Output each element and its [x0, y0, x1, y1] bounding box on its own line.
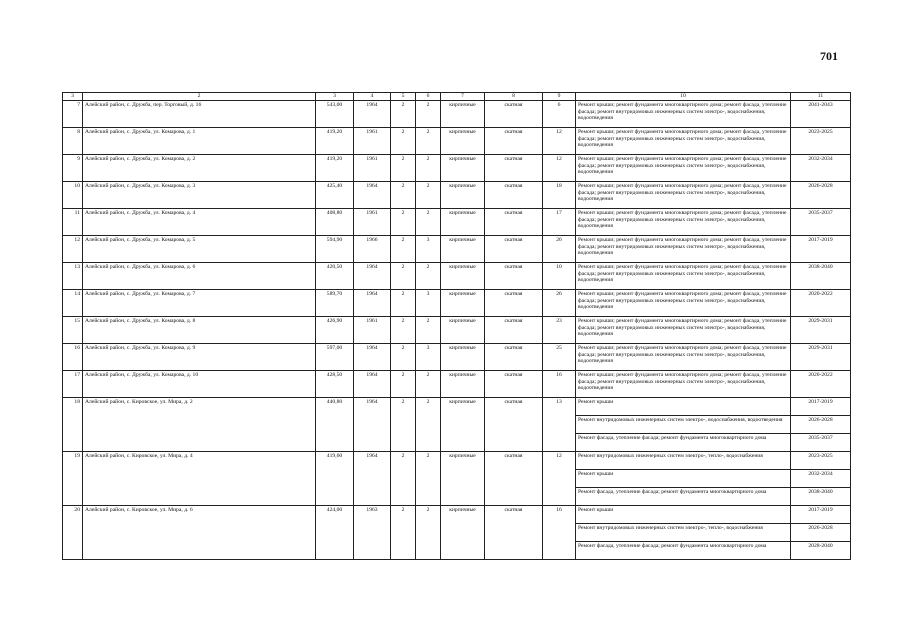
row-number-cell: 16	[63, 343, 83, 370]
table-row	[63, 343, 851, 370]
entrances-cell: 2	[416, 370, 441, 397]
repair-period-cell: 2038-2040	[791, 487, 851, 505]
year-cell: 1961	[354, 154, 391, 181]
row-number-cell: 19	[63, 451, 83, 505]
address-cell: Алейский район, с. Дружба, ул. Комарова, д. 1	[83, 127, 316, 154]
repair-work-cell: Ремонт крыши; ремонт фундамента многоквартирного дома; ремонт фасада, утепление фасада; ремонт внутридомовых инженерных систем электро-, водоснабжения, водоотведения	[576, 316, 791, 343]
year-cell: 1964	[354, 451, 391, 505]
row-number-cell: 7	[63, 100, 83, 127]
repair-work-cell: Ремонт крыши; ремонт фундамента многоквартирного дома; ремонт фасада, утепление фасада; ремонт внутридомовых инженерных систем электро-, водоснабжения, водоотведения	[576, 100, 791, 127]
column-header: 7	[441, 93, 485, 101]
repair-work-cell: Ремонт крыши; ремонт фундамента многоквартирного дома; ремонт фасада, утепление фасада; ремонт внутридомовых инженерных систем электро-, водоснабжения, водоотведения	[576, 289, 791, 316]
column-header: 2	[83, 93, 316, 101]
address-cell: Алейский район, с. Кировское, ул. Мира, д. 6	[83, 505, 316, 559]
floors-cell: 2	[391, 154, 416, 181]
floors-cell: 2	[391, 235, 416, 262]
entrances-cell: 2	[416, 154, 441, 181]
area-cell: 594,90	[316, 235, 354, 262]
repair-work-cell: Ремонт крыши; ремонт фундамента многоквартирного дома; ремонт фасада, утепление фасада; ремонт внутридомовых инженерных систем электро-, водоснабжения, водоотведения	[576, 127, 791, 154]
repair-period-cell: 2032-2034	[791, 154, 851, 181]
floors-cell: 2	[391, 397, 416, 451]
repair-work-cell: Ремонт фасада, утепление фасада; ремонт фундамента многоквартирного дома	[576, 487, 791, 505]
repair-period-cell: 2032-2034	[791, 469, 851, 487]
area-cell: 408,80	[316, 208, 354, 235]
table-body	[63, 100, 851, 559]
repair-period-cell: 2023-2025	[791, 451, 851, 469]
row-number-cell: 20	[63, 505, 83, 559]
entrances-cell: 2	[416, 262, 441, 289]
roof-type-cell: скатная	[485, 181, 543, 208]
address-cell: Алейский район, с. Кировское, ул. Мира, д. 4	[83, 451, 316, 505]
table-row	[63, 316, 851, 343]
year-cell: 1961	[354, 208, 391, 235]
row-number-cell: 10	[63, 181, 83, 208]
wall-material-cell: кирпичные	[441, 235, 485, 262]
roof-type-cell: скатная	[485, 316, 543, 343]
row-number-cell: 11	[63, 208, 83, 235]
apartments-cell: 17	[543, 208, 576, 235]
repair-period-cell: 2041-2043	[791, 100, 851, 127]
table-row	[63, 289, 851, 316]
area-cell: 426,90	[316, 316, 354, 343]
apartments-cell: 12	[543, 154, 576, 181]
column-header: 6	[416, 93, 441, 101]
entrances-cell: 2	[416, 208, 441, 235]
column-header: 5	[391, 93, 416, 101]
roof-type-cell: скатная	[485, 505, 543, 559]
address-cell: Алейский район, с. Дружба, ул. Комарова, д. 3	[83, 181, 316, 208]
wall-material-cell: кирпичные	[441, 181, 485, 208]
roof-type-cell: скатная	[485, 289, 543, 316]
row-number-cell: 14	[63, 289, 83, 316]
address-cell: Алейский район, с. Кировское, ул. Мира, д. 2	[83, 397, 316, 451]
area-cell: 597,00	[316, 343, 354, 370]
repair-work-cell: Ремонт внутридомовых инженерных систем электро-, тепло-, водоснабжения	[576, 523, 791, 541]
wall-material-cell: кирпичные	[441, 208, 485, 235]
entrances-cell: 3	[416, 343, 441, 370]
area-cell: 419,20	[316, 154, 354, 181]
roof-type-cell: скатная	[485, 343, 543, 370]
repair-period-cell: 2029-2031	[791, 343, 851, 370]
wall-material-cell: кирпичные	[441, 370, 485, 397]
table-row	[63, 505, 851, 523]
area-cell: 440,80	[316, 397, 354, 451]
floors-cell: 2	[391, 127, 416, 154]
roof-type-cell: скатная	[485, 154, 543, 181]
apartments-cell: 6	[543, 100, 576, 127]
apartments-cell: 26	[543, 289, 576, 316]
wall-material-cell: кирпичные	[441, 451, 485, 505]
row-number-cell: 9	[63, 154, 83, 181]
apartments-cell: 18	[543, 181, 576, 208]
floors-cell: 2	[391, 208, 416, 235]
address-cell: Алейский район, с. Дружба, ул. Комарова, д. 2	[83, 154, 316, 181]
wall-material-cell: кирпичные	[441, 262, 485, 289]
repair-period-cell: 2017-2019	[791, 505, 851, 523]
repair-period-cell: 2020-2022	[791, 289, 851, 316]
address-cell: Алейский район, с. Дружба, ул. Комарова, д. 5	[83, 235, 316, 262]
table-row	[63, 154, 851, 181]
table-row	[63, 235, 851, 262]
year-cell: 1961	[354, 316, 391, 343]
wall-material-cell: кирпичные	[441, 505, 485, 559]
roof-type-cell: скатная	[485, 451, 543, 505]
repair-period-cell: 2028-2040	[791, 541, 851, 559]
year-cell: 1963	[354, 505, 391, 559]
area-cell: 428,50	[316, 370, 354, 397]
floors-cell: 2	[391, 343, 416, 370]
year-cell: 1966	[354, 235, 391, 262]
floors-cell: 2	[391, 262, 416, 289]
wall-material-cell: кирпичные	[441, 397, 485, 451]
entrances-cell: 2	[416, 505, 441, 559]
repair-period-cell: 2029-2031	[791, 316, 851, 343]
wall-material-cell: кирпичные	[441, 127, 485, 154]
apartments-cell: 25	[543, 343, 576, 370]
area-cell: 589,70	[316, 289, 354, 316]
apartments-cell: 12	[543, 451, 576, 505]
repair-period-cell: 2017-2019	[791, 397, 851, 415]
year-cell: 1964	[354, 343, 391, 370]
address-cell: Алейский район, с. Дружба, ул. Комарова, д. 8	[83, 316, 316, 343]
repair-period-cell: 2017-2019	[791, 235, 851, 262]
table-row	[63, 208, 851, 235]
page-number: 701	[820, 49, 838, 63]
repair-period-cell: 2026-2028	[791, 523, 851, 541]
column-header: 3	[316, 93, 354, 101]
wall-material-cell: кирпичные	[441, 289, 485, 316]
area-cell: 420,50	[316, 262, 354, 289]
roof-type-cell: скатная	[485, 127, 543, 154]
column-header: 11	[791, 93, 851, 101]
table-row	[63, 397, 851, 415]
roof-type-cell: скатная	[485, 235, 543, 262]
repair-work-cell: Ремонт крыши	[576, 397, 791, 415]
area-cell: 425,40	[316, 181, 354, 208]
repair-work-cell: Ремонт крыши; ремонт фундамента многоквартирного дома; ремонт фасада, утепление фасада; ремонт внутридомовых инженерных систем электро-, водоснабжения, водоотведения	[576, 370, 791, 397]
floors-cell: 2	[391, 505, 416, 559]
table-row	[63, 100, 851, 127]
address-cell: Алейский район, с. Дружба, ул. Комарова, д. 4	[83, 208, 316, 235]
roof-type-cell: скатная	[485, 208, 543, 235]
entrances-cell: 2	[416, 127, 441, 154]
wall-material-cell: кирпичные	[441, 100, 485, 127]
repair-period-cell: 2023-2025	[791, 127, 851, 154]
apartments-cell: 23	[543, 316, 576, 343]
repair-period-cell: 2026-2028	[791, 415, 851, 433]
roof-type-cell: скатная	[485, 262, 543, 289]
floors-cell: 2	[391, 370, 416, 397]
repair-period-cell: 2038-2040	[791, 262, 851, 289]
area-cell: 424,00	[316, 505, 354, 559]
housing-repair-table	[62, 92, 851, 560]
area-cell: 419,60	[316, 451, 354, 505]
apartments-cell: 13	[543, 397, 576, 451]
repair-work-cell: Ремонт внутридомовых инженерных систем электро-, водоснабжения, водоотведения	[576, 415, 791, 433]
floors-cell: 2	[391, 316, 416, 343]
entrances-cell: 2	[416, 451, 441, 505]
table-row	[63, 181, 851, 208]
repair-work-cell: Ремонт крыши; ремонт фундамента многоквартирного дома; ремонт фасада, утепление фасада; ремонт внутридомовых инженерных систем электро-, водоснабжения, водоотведения	[576, 262, 791, 289]
address-cell: Алейский район, с. Дружба, ул. Комарова, д. 7	[83, 289, 316, 316]
year-cell: 1964	[354, 262, 391, 289]
address-cell: Алейский район, с. Дружба, ул. Комарова, д. 9	[83, 343, 316, 370]
row-number-cell: 17	[63, 370, 83, 397]
repair-work-cell: Ремонт крыши	[576, 469, 791, 487]
floors-cell: 2	[391, 100, 416, 127]
year-cell: 1964	[354, 370, 391, 397]
year-cell: 1961	[354, 127, 391, 154]
row-number-cell: 18	[63, 397, 83, 451]
repair-work-cell: Ремонт внутридомовых инженерных систем электро-, тепло-, водоснабжения	[576, 451, 791, 469]
area-cell: 419,20	[316, 127, 354, 154]
apartments-cell: 16	[543, 505, 576, 559]
entrances-cell: 2	[416, 100, 441, 127]
entrances-cell: 2	[416, 397, 441, 451]
repair-period-cell: 2020-2022	[791, 370, 851, 397]
table-row	[63, 370, 851, 397]
apartments-cell: 12	[543, 127, 576, 154]
repair-work-cell: Ремонт крыши; ремонт фундамента многоквартирного дома; ремонт фасада, утепление фасада; ремонт внутридомовых инженерных систем электро-, водоснабжения, водоотведения	[576, 208, 791, 235]
column-number-row	[63, 93, 851, 101]
wall-material-cell: кирпичные	[441, 154, 485, 181]
floors-cell: 2	[391, 289, 416, 316]
year-cell: 1964	[354, 181, 391, 208]
column-header: 9	[543, 93, 576, 101]
table-row	[63, 451, 851, 469]
apartments-cell: 26	[543, 235, 576, 262]
floors-cell: 2	[391, 451, 416, 505]
table-row	[63, 127, 851, 154]
entrances-cell: 2	[416, 181, 441, 208]
year-cell: 1964	[354, 397, 391, 451]
address-cell: Алейский район, с. Дружба, пер. Торговый, д. 16	[83, 100, 316, 127]
repair-work-cell: Ремонт крыши; ремонт фундамента многоквартирного дома; ремонт фасада, утепление фасада; ремонт внутридомовых инженерных систем электро-, водоснабжения, водоотведения	[576, 154, 791, 181]
row-number-cell: 8	[63, 127, 83, 154]
apartments-cell: 10	[543, 262, 576, 289]
repair-work-cell: Ремонт крыши; ремонт фундамента многоквартирного дома; ремонт фасада, утепление фасада; ремонт внутридомовых инженерных систем электро-, водоснабжения, водоотведения	[576, 343, 791, 370]
column-header: 10	[576, 93, 791, 101]
repair-work-cell: Ремонт фасада, утепление фасада; ремонт фундамента многоквартирного дома	[576, 433, 791, 451]
row-number-cell: 12	[63, 235, 83, 262]
column-header: 8	[485, 93, 543, 101]
row-number-cell: 15	[63, 316, 83, 343]
address-cell: Алейский район, с. Дружба, ул. Комарова, д. 10	[83, 370, 316, 397]
repair-work-cell: Ремонт крыши; ремонт фундамента многоквартирного дома; ремонт фасада, утепление фасада; ремонт внутридомовых инженерных систем электро-, водоснабжения, водоотведения	[576, 181, 791, 208]
year-cell: 1964	[354, 100, 391, 127]
column-header: 4	[354, 93, 391, 101]
year-cell: 1964	[354, 289, 391, 316]
repair-period-cell: 2026-2028	[791, 181, 851, 208]
area-cell: 543,00	[316, 100, 354, 127]
table-row	[63, 262, 851, 289]
roof-type-cell: скатная	[485, 100, 543, 127]
entrances-cell: 2	[416, 316, 441, 343]
address-cell: Алейский район, с. Дружба, ул. Комарова, д. 6	[83, 262, 316, 289]
row-number-cell: 13	[63, 262, 83, 289]
column-header: 3	[63, 93, 83, 101]
apartments-cell: 16	[543, 370, 576, 397]
wall-material-cell: кирпичные	[441, 343, 485, 370]
floors-cell: 2	[391, 181, 416, 208]
wall-material-cell: кирпичные	[441, 316, 485, 343]
roof-type-cell: скатная	[485, 397, 543, 451]
repair-period-cell: 2035-2037	[791, 433, 851, 451]
repair-work-cell: Ремонт крыши; ремонт фундамента многоквартирного дома; ремонт фасада, утепление фасада; ремонт внутридомовых инженерных систем электро-, водоснабжения, водоотведения	[576, 235, 791, 262]
repair-work-cell: Ремонт фасада, утепление фасада; ремонт фундамента многоквартирного дома	[576, 541, 791, 559]
repair-period-cell: 2035-2037	[791, 208, 851, 235]
entrances-cell: 3	[416, 289, 441, 316]
repair-work-cell: Ремонт крыши	[576, 505, 791, 523]
roof-type-cell: скатная	[485, 370, 543, 397]
entrances-cell: 3	[416, 235, 441, 262]
